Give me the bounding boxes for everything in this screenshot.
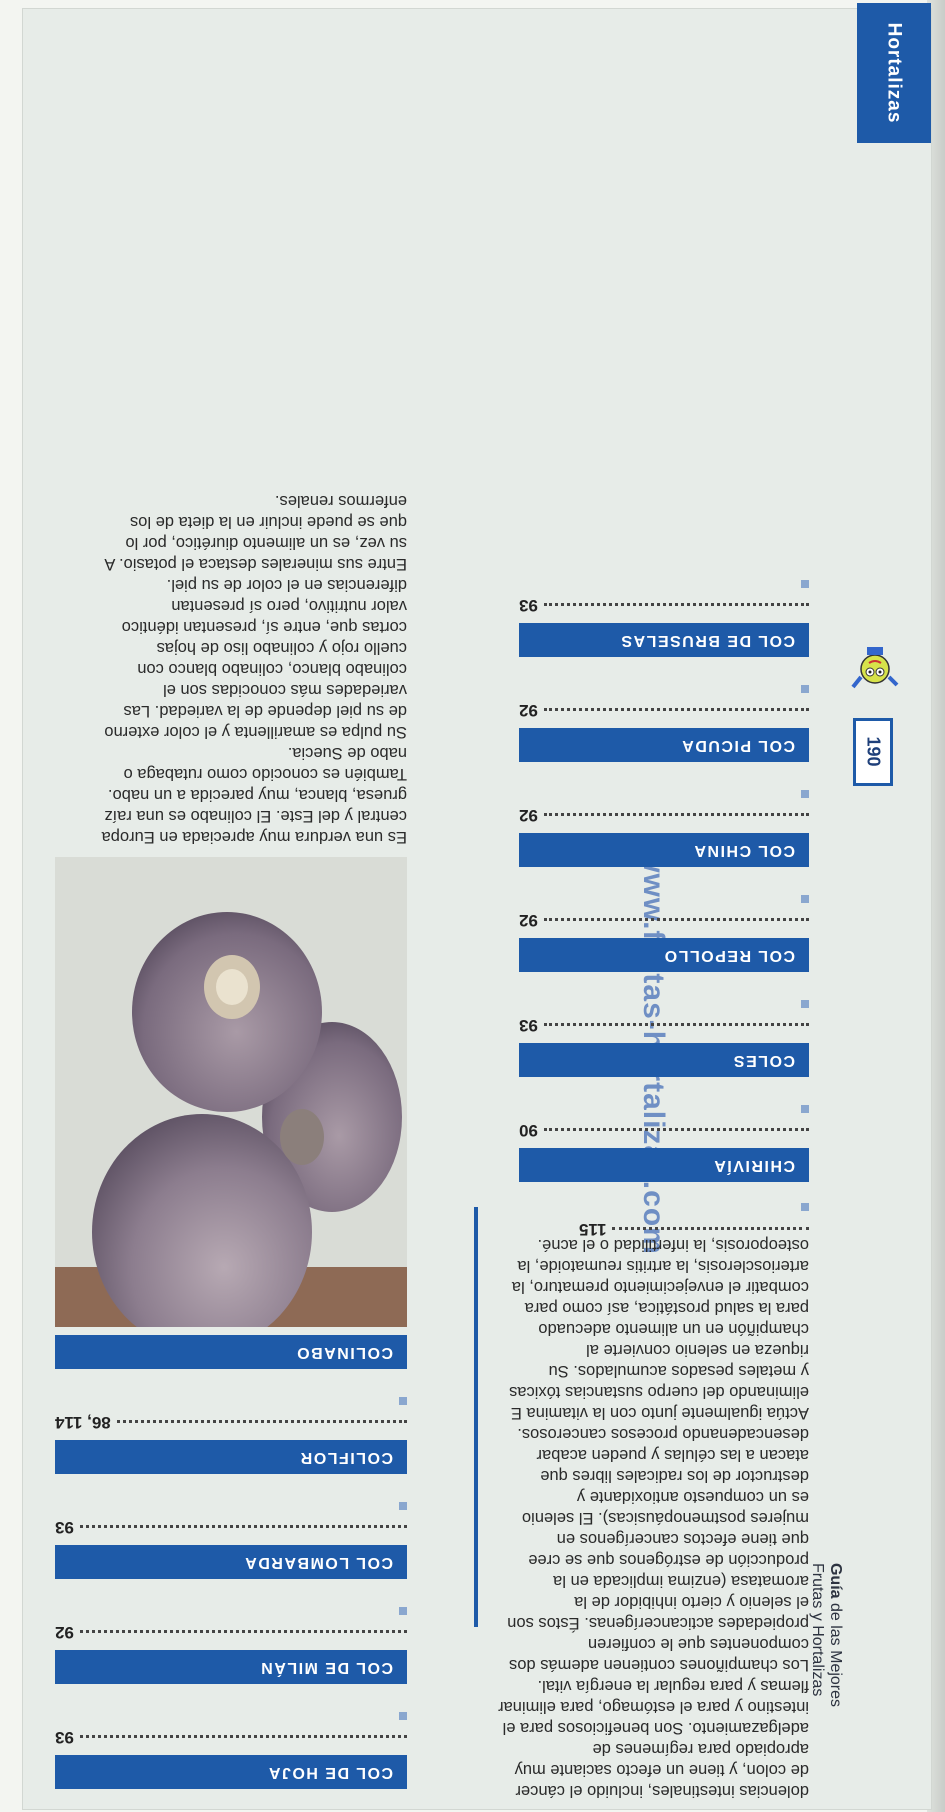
list-bullet: [399, 1502, 407, 1510]
page-number: 190: [853, 718, 893, 786]
guide-title-bold: Guía: [827, 1562, 844, 1599]
entry-title-colinabo: COLINABO: [55, 1335, 407, 1369]
entry-ref-col-de-bruselas: 93: [519, 594, 809, 616]
entry-title-col-de-bruselas: COL DE BRUSELAS: [519, 623, 809, 657]
guide-title-line2: Frutas y Hortalizas: [809, 1562, 826, 1697]
list-bullet: [801, 895, 809, 903]
guide-title-rest: de las Mejores: [827, 1602, 844, 1708]
rotated-page-canvas: [23, 9, 931, 1809]
book-page: [22, 8, 932, 1810]
entry-title-col-picuda: COL PICUDA: [519, 728, 809, 762]
list-bullet: [801, 1203, 809, 1211]
section-tab[interactable]: [857, 3, 931, 143]
section-tab-label: Hortalizas: [884, 22, 905, 124]
list-bullet: [399, 1712, 407, 1720]
entry-ref-champinon: 115: [579, 1218, 809, 1240]
entry-title-col-lombarda: COL LOMBARDA: [55, 1545, 407, 1579]
entry-ref-col-picuda: 92: [519, 699, 809, 721]
entry-ref-col-de-milan: 92: [55, 1621, 407, 1643]
entry-ref-col-de-hoja: 93: [55, 1726, 407, 1748]
entry-title-col-repollo: COL REPOLLO: [519, 938, 809, 972]
entry-title-chirivia: CHIRIVÍA: [519, 1148, 809, 1182]
entry-ref-coliflor: 86, 114: [55, 1411, 407, 1433]
colinabo-photo: [55, 857, 407, 1327]
list-bullet: [399, 1397, 407, 1405]
entry-ref-col-china: 92: [519, 804, 809, 826]
column-divider-left: [474, 1207, 478, 1627]
colinabo-description: Es una verdura muy apreciada en Europa central y del Este. El colinabo es una raíz gruesa, blanca, muy parecida a un nabo. También es conocido como rutabaga o nabo de Suecia. Su pulpa es amarillenta y el color externo de su piel depende de la variedad. Las variedades más conocidas son el colinabo blanco, colinabo blanco con cuello rojo y colinabo liso de hojas cortas que, entre sí, presentan idéntico valor nutritivo, pero sí presentan diferencias en el color de su piel. Entre sus minerales destaca el potasio. A su vez, es un alimento diurético, por lo que se puede incluir en la dieta de los enfermos renales.: [101, 492, 407, 846]
list-bullet: [801, 790, 809, 798]
list-bullet: [801, 580, 809, 588]
entry-ref-col-repollo: 92: [519, 909, 809, 931]
mascot-icon: [847, 643, 903, 699]
entry-title-coles: COLES: [519, 1043, 809, 1077]
entry-title-col-de-hoja: COL DE HOJA: [55, 1755, 407, 1789]
list-bullet: [801, 1105, 809, 1113]
champinon-continuation-text: dolencias intestinales, incluido el cáncer de colon, y tiene un efecto saciante muy apropiado para regímenes de adelgazamiento. Son beneficiosos para el intestino y para el estómago, para eliminar flemas y para regular la energía vital. Los champiñones contienen además dos componentes que le confieren propiedades acticancerígenas. Éstos son el selenio y cierto inhibidor de la aromatasa (enzima implicada en la producción de estrógenos que se cree que tiene efectos cancerígenos en mujeres postmenopáusicas). El selenio es un compuesto antioxidante y destructor de los radicales libres que atacan a las células y pueden acabar desencadenando procesos cancerosos. Actúa igualmente junto con la vitamina E eliminando del cuerpo sustancias tóxicas y metales pesados acumulados. Su riqueza en selenio convierte al champiñón en un alimento adecuado para la salud prostática, así como para combatir el envejecimiento prematuro, la arteriosclerosis, la artritis reumatoide, la osteoporosis, la infertilidad o el acné.: [498, 1236, 809, 1800]
entry-title-col-de-milan: COL DE MILÁN: [55, 1650, 407, 1684]
list-bullet: [399, 1607, 407, 1615]
entry-title-coliflor: COLIFLOR: [55, 1440, 407, 1474]
entry-title-col-china: COL CHINA: [519, 833, 809, 867]
entry-ref-coles: 93: [519, 1014, 809, 1036]
list-bullet: [801, 685, 809, 693]
entry-ref-chirivia: 90: [519, 1119, 809, 1141]
entry-ref-col-lombarda: 93: [55, 1516, 407, 1538]
list-bullet: [801, 1000, 809, 1008]
